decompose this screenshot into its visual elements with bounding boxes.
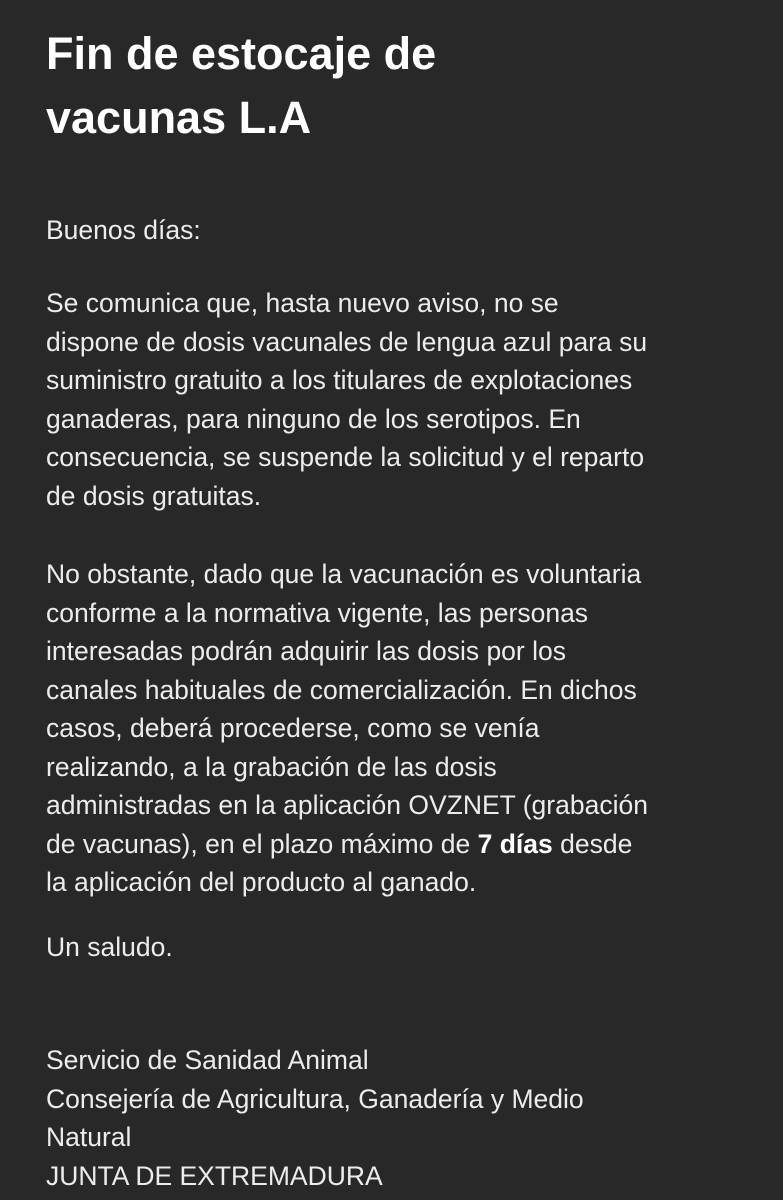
deadline-text-before: de vacunas), en el plazo máximo de: [46, 828, 478, 859]
paragraph-line: administradas en la aplicación OVZNET (grabación: [46, 790, 648, 820]
deadline-text-after: desde: [552, 828, 633, 859]
signature-line: JUNTA DE EXTREMADURA: [46, 1160, 383, 1191]
closing-text: Un saludo.: [46, 932, 173, 962]
paragraph-line: interesadas podrán adquirir las dosis por los: [46, 636, 566, 666]
greeting-text: Buenos días:: [46, 215, 201, 245]
paragraph-line-deadline: [46, 825, 766, 864]
paragraph-voluntary-vaccination: [46, 555, 766, 902]
signature-block: [46, 1041, 766, 1195]
message-title: [46, 22, 746, 150]
deadline-days-emphasis: 7 días: [477, 828, 553, 859]
signature-line: Natural: [46, 1122, 132, 1152]
paragraph-line: suministro gratuito a los titulares de explotaciones: [46, 365, 633, 395]
paragraph-line: dispone de dosis vacunales de lengua azul para su: [46, 326, 648, 357]
paragraph-line: la aplicación del producto al ganado.: [46, 867, 477, 897]
paragraph-line: de dosis gratuitas.: [46, 480, 262, 511]
title-line: Fin de estocaje de: [46, 28, 437, 79]
paragraph-line: conforme a la normativa vigente, las personas: [46, 597, 589, 628]
paragraph-line: ganaderas, para ninguno de los serotipos. En: [46, 403, 581, 434]
signature-line: Consejería de Agricultura, Ganadería y Medio: [46, 1083, 584, 1114]
paragraph-line: Se comunica que, hasta nuevo aviso, no se: [46, 288, 559, 318]
paragraph-suspension-notice: [46, 284, 766, 515]
paragraph-line: realizando, a la grabación de las dosis: [46, 751, 497, 782]
paragraph-line: No obstante, dado que la vacunación es voluntaria: [46, 559, 642, 589]
title-line: vacunas L.A: [46, 92, 312, 143]
paragraph-line: canales habituales de comercialización. En dichos: [46, 674, 637, 705]
paragraph-line: consecuencia, se suspende la solicitud y el reparto: [46, 442, 645, 472]
paragraph-line: casos, deberá procederse, como se venía: [46, 713, 540, 743]
signature-line: Servicio de Sanidad Animal: [46, 1045, 369, 1075]
